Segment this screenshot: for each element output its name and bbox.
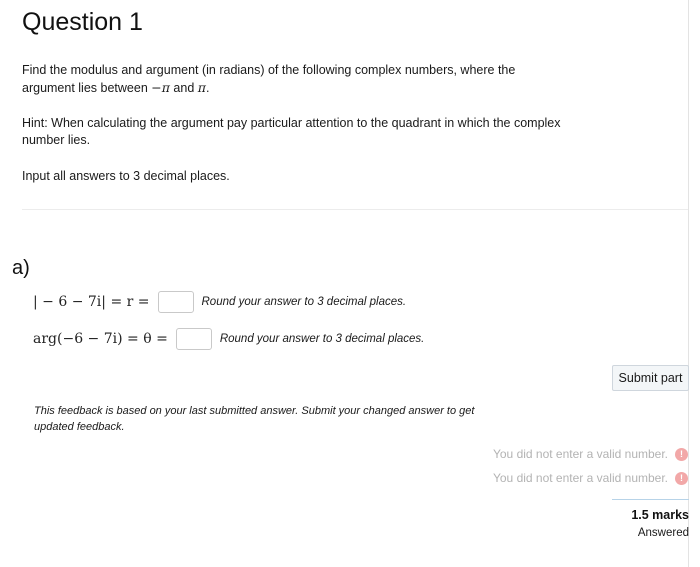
submit-part-button[interactable]: Submit part — [612, 365, 689, 391]
precision-note: Input all answers to 3 decimal places. — [22, 169, 230, 183]
argument-input[interactable] — [176, 328, 212, 350]
modulus-validation — [493, 447, 688, 461]
question-title: Question 1 — [22, 8, 143, 36]
warning-icon: ! — [675, 472, 688, 485]
upper-bound: π — [197, 80, 206, 95]
lower-bound: −π — [151, 80, 170, 95]
part-label: a) — [12, 257, 30, 279]
modulus-expression: | − 6 − 7i| = r = — [33, 294, 150, 310]
argument-instruction: Round your answer to 3 decimal places. — [219, 333, 425, 345]
validation-message: You did not enter a valid number. — [492, 447, 668, 461]
argument-validation — [493, 471, 688, 485]
section-divider — [22, 209, 688, 210]
argument-expression: arg(−6 − 7i) = θ = — [33, 331, 168, 347]
right-border — [688, 0, 689, 567]
argument-row — [33, 326, 424, 352]
intro-end: . — [205, 81, 210, 95]
intro-text: Find the modulus and argument (in radians) of the following complex numbers, where the argument lies between — [22, 63, 516, 95]
hint-text: Hint: When calculating the argument pay particular attention to the quadrant in which the complex number lies. — [22, 116, 561, 147]
feedback-note: This feedback is based on your last submitted answer. Submit your changed answer to get updated feedback. — [34, 405, 475, 433]
validation-message: You did not enter a valid number. — [492, 471, 668, 485]
marks-divider — [612, 499, 689, 500]
marks-value: 1.5 marks — [631, 508, 689, 522]
warning-icon: ! — [675, 448, 688, 461]
intro-and: and — [169, 81, 198, 95]
modulus-row — [33, 289, 406, 315]
question-intro — [22, 62, 562, 97]
answer-status: Answered — [637, 527, 689, 539]
modulus-instruction: Round your answer to 3 decimal places. — [201, 296, 407, 308]
modulus-input[interactable] — [158, 291, 194, 313]
